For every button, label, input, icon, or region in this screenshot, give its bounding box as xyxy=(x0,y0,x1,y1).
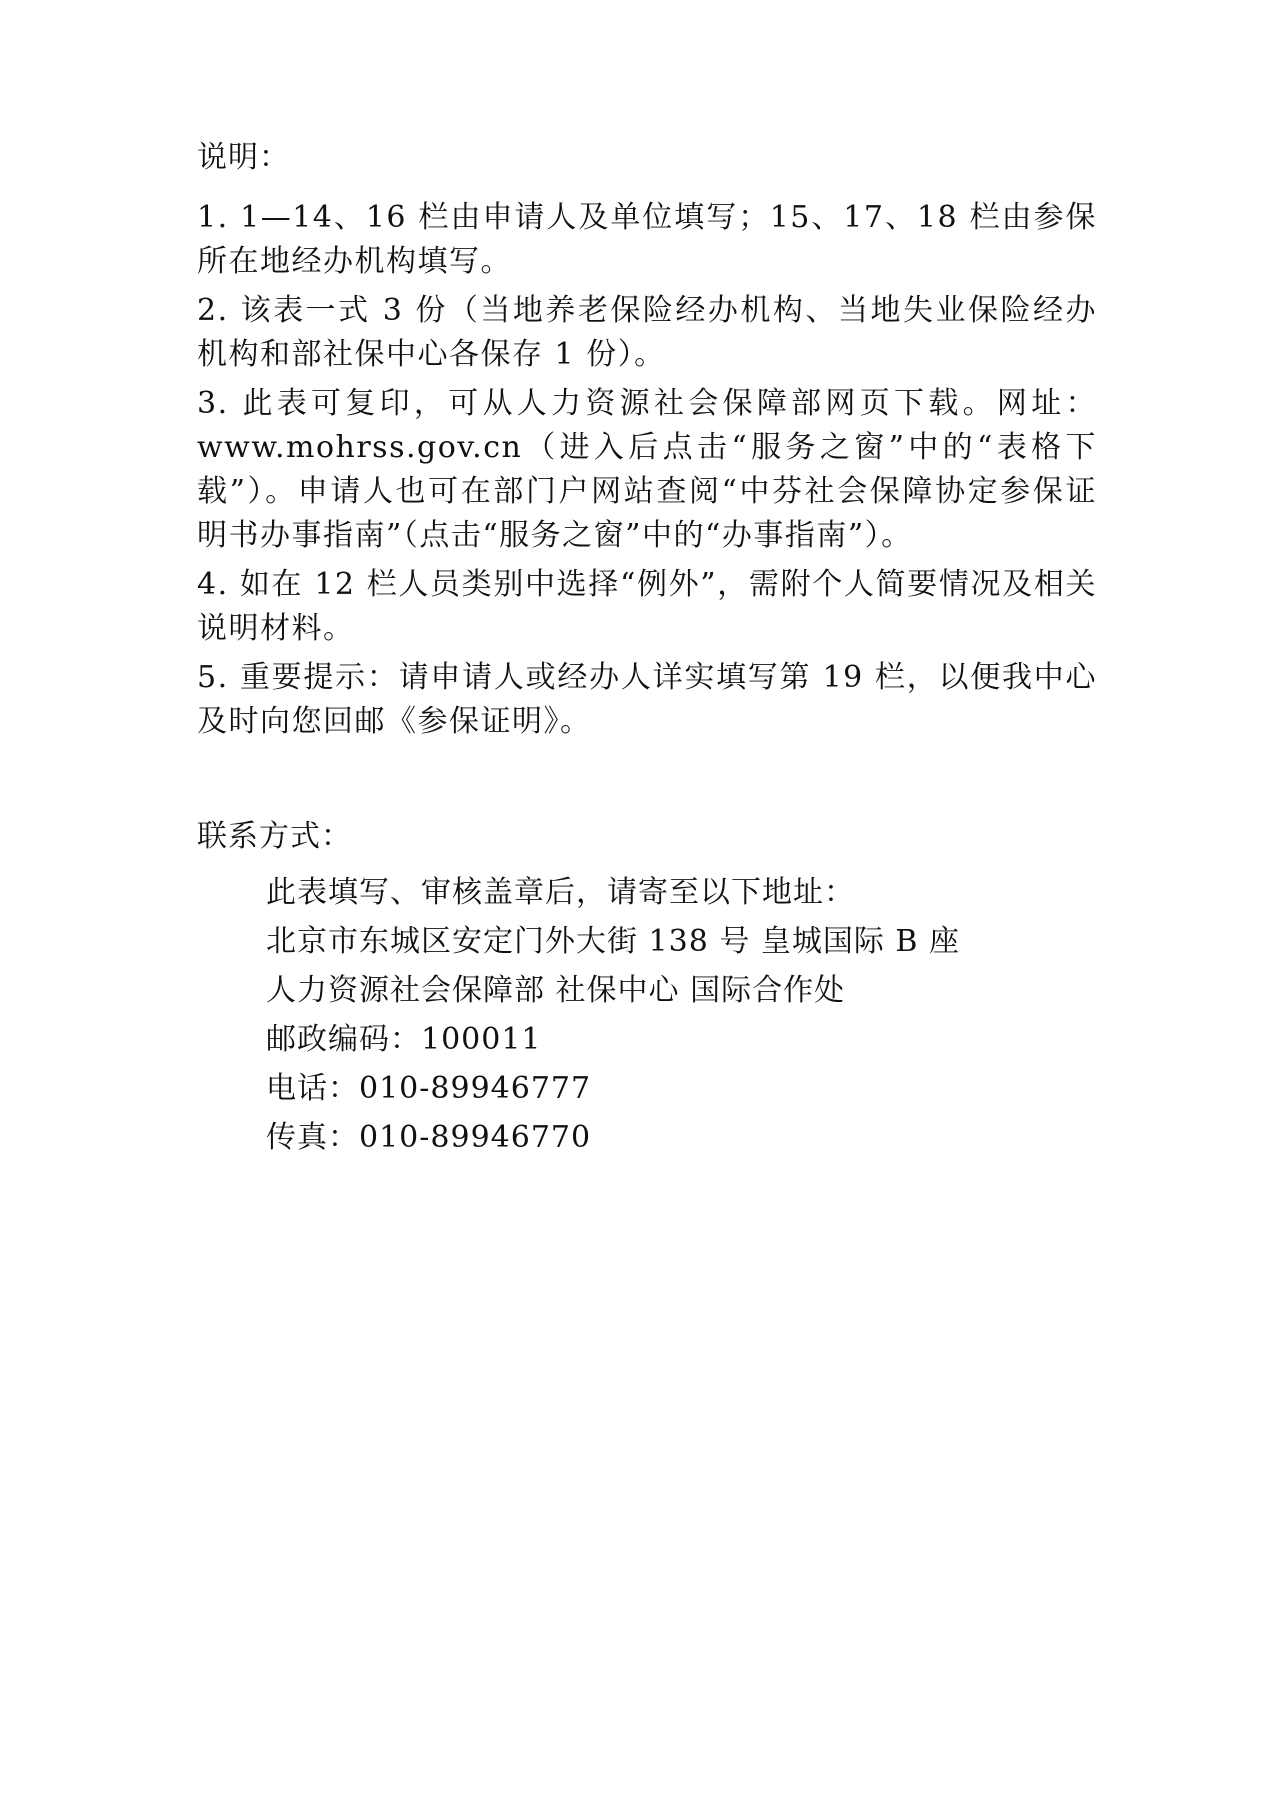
fax-number: 传真：010-89946770 xyxy=(266,1120,592,1155)
mailing-instruction: 此表填写、审核盖章后，请寄至以下地址： xyxy=(266,875,855,910)
postal-code: 邮政编码：100011 xyxy=(266,1022,542,1057)
instruction-item-4: 4. 如在 12 栏人员类别中选择“例外”，需附个人简要情况及相关说明材料。 xyxy=(197,567,1097,646)
phone-number: 电话：010-89946777 xyxy=(266,1071,592,1106)
address-line: 北京市东城区安定门外大街 138 号 皇城国际 B 座 xyxy=(266,924,960,959)
instruction-item-3: 3. 此表可复印，可从人力资源社会保障部网页下载。网址：www.mohrss.gov.cn（进入后点击“服务之窗”中的“表格下载”）。申请人也可在部门户网站查阅“中芬社会保障协定参保证明书办事指南”（点击“服务之窗”中的“办事指南”）。 xyxy=(197,386,1097,553)
contact-lines xyxy=(197,871,1097,1160)
contact-heading: 联系方式： xyxy=(197,819,352,854)
instructions-section xyxy=(197,136,1097,749)
organization-line: 人力资源社会保障部 社保中心 国际合作处 xyxy=(266,973,846,1008)
instruction-item-1: 1. 1—14、16 栏由申请人及单位填写；15、17、18 栏由参保所在地经办机构填写。 xyxy=(197,200,1097,279)
instruction-item-5: 5. 重要提示：请申请人或经办人详实填写第 19 栏，以便我中心及时向您回邮《参保证明》。 xyxy=(197,660,1097,739)
contact-section xyxy=(197,815,1097,1165)
instructions-heading: 说明： xyxy=(197,140,290,175)
instruction-item-2: 2. 该表一式 3 份（当地养老保险经办机构、当地失业保险经办机构和部社保中心各保存 1 份）。 xyxy=(197,293,1097,372)
